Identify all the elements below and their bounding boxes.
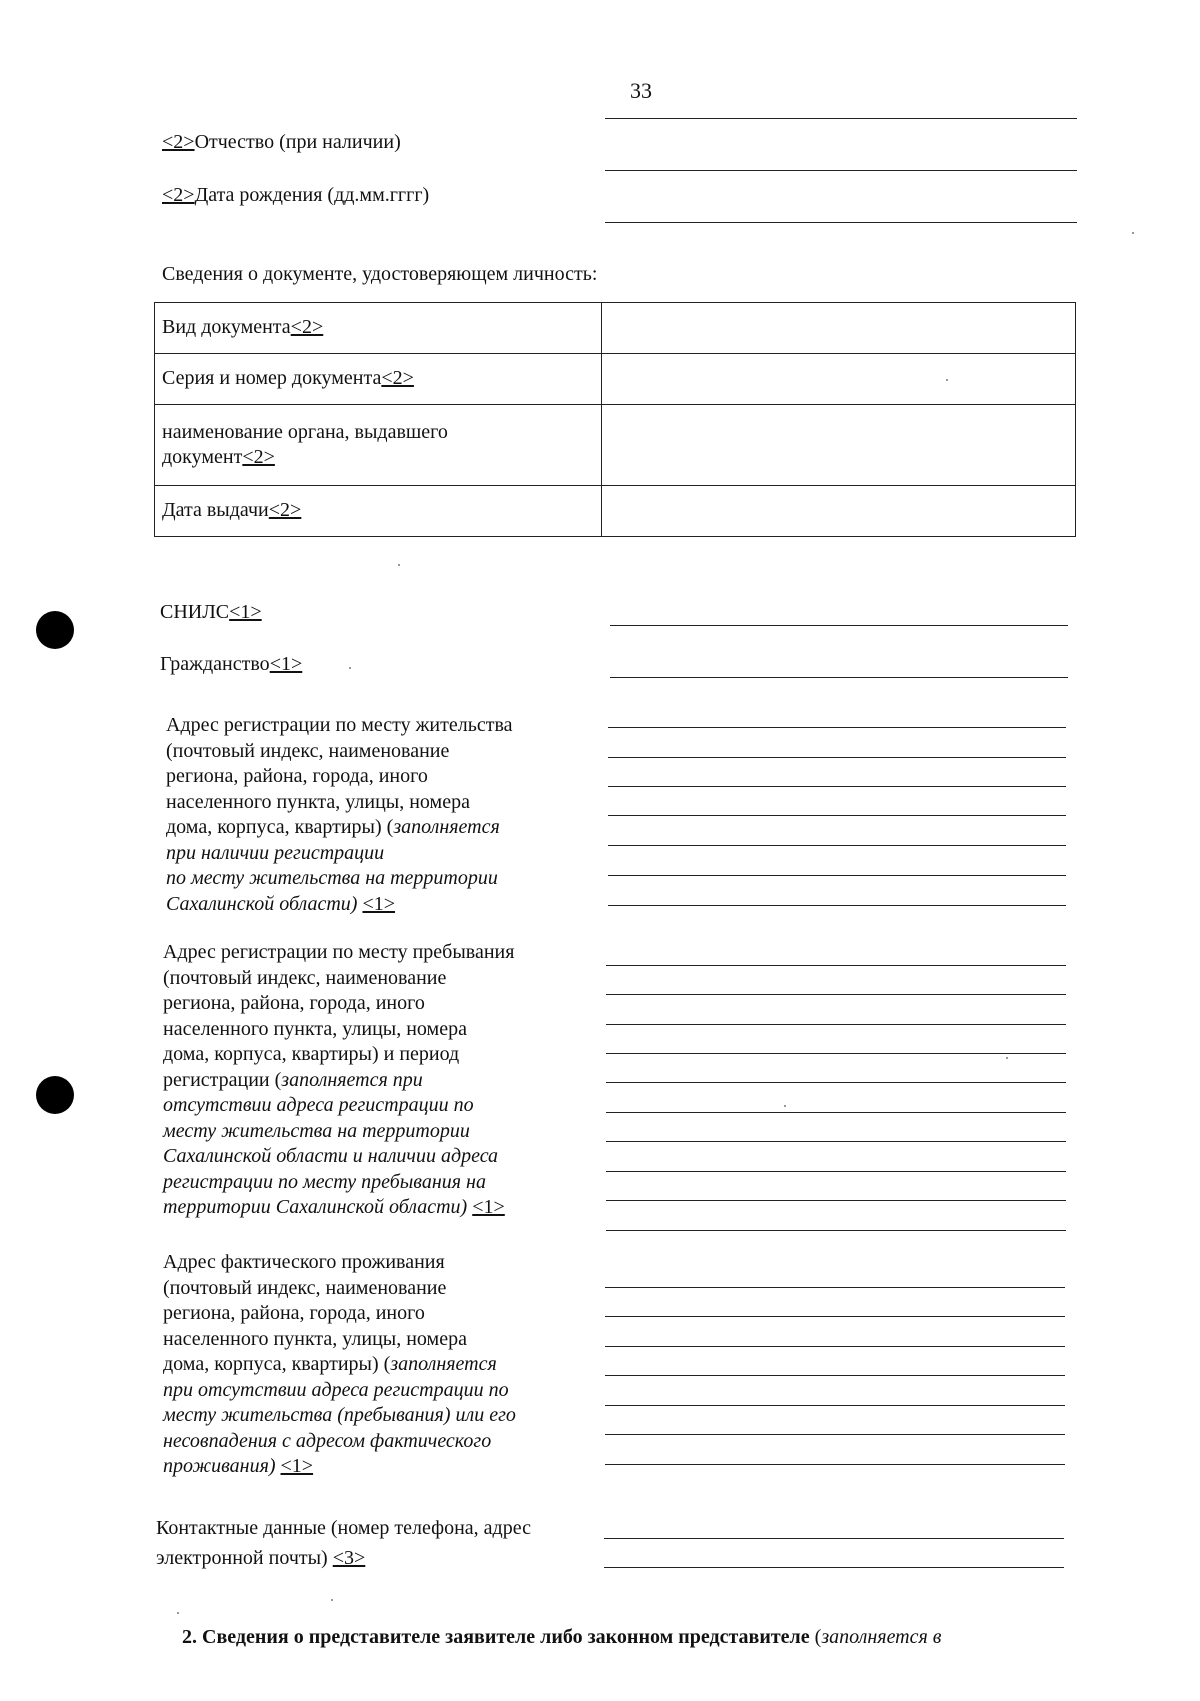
punch-hole <box>36 1076 74 1114</box>
birthdate-label: <2>Дата рождения (дд.мм.гггг) <box>162 184 430 206</box>
table-row <box>155 405 1076 486</box>
underline <box>605 118 1077 119</box>
address-stay-line[interactable] <box>606 1230 1066 1231</box>
scan-speck <box>1132 232 1134 234</box>
scan-speck <box>177 1612 179 1614</box>
snils-line[interactable] <box>610 625 1068 626</box>
scan-speck <box>1006 1057 1008 1059</box>
scan-speck <box>784 1105 786 1107</box>
citizenship-label: Гражданство<1> <box>160 653 303 675</box>
page-number: 33 <box>630 78 652 103</box>
address-stay-line[interactable] <box>606 965 1066 966</box>
address-stay-line[interactable] <box>606 1024 1066 1025</box>
address-fact-line[interactable] <box>605 1287 1065 1288</box>
address-stay-line[interactable] <box>606 1171 1066 1172</box>
section-2-heading: 2. Сведения о представителе заявителе либо законном представителе (заполняется в <box>182 1626 942 1648</box>
address-reg-line[interactable] <box>608 786 1066 787</box>
footnote-ref[interactable]: <2> <box>162 184 195 206</box>
address-reg-line[interactable] <box>608 905 1066 906</box>
scan-speck <box>946 379 948 381</box>
doc-type-value[interactable] <box>602 303 1076 354</box>
address-fact-line[interactable] <box>605 1375 1065 1376</box>
patronymic-line[interactable] <box>605 170 1077 171</box>
address-reg-line[interactable] <box>608 815 1066 816</box>
birthdate-line[interactable] <box>605 222 1077 223</box>
doc-issuer-label: наименование органа, выдавшего документ<2> <box>155 405 602 486</box>
id-document-table <box>154 302 1076 537</box>
address-fact-line[interactable] <box>605 1464 1065 1465</box>
doc-date-label: Дата выдачи<2> <box>155 486 602 537</box>
doc-type-label: Вид документа<2> <box>155 303 602 354</box>
address-reg-line[interactable] <box>608 757 1066 758</box>
table-row <box>155 354 1076 405</box>
table-row <box>155 303 1076 354</box>
doc-date-value[interactable] <box>602 486 1076 537</box>
address-reg-line[interactable] <box>608 875 1066 876</box>
address-stay-line[interactable] <box>606 1112 1066 1113</box>
scan-speck <box>349 667 351 669</box>
doc-number-label: Серия и номер документа<2> <box>155 354 602 405</box>
address-reg-line[interactable] <box>608 727 1066 728</box>
scan-speck <box>331 1599 333 1601</box>
address-fact-line[interactable] <box>605 1405 1065 1406</box>
scan-speck <box>398 564 400 566</box>
address-stay-line[interactable] <box>606 1053 1066 1054</box>
address-stay-line[interactable] <box>606 1200 1066 1201</box>
address-reg-line[interactable] <box>608 845 1066 846</box>
address-stay-line[interactable] <box>606 994 1066 995</box>
contacts-label: Контактные данные (номер телефона, адрес электронной почты) <3> <box>156 1517 531 1569</box>
doc-issuer-value[interactable] <box>602 405 1076 486</box>
id-doc-heading: Сведения о документе, удостоверяющем личность: <box>162 263 598 285</box>
citizenship-line[interactable] <box>610 677 1068 678</box>
patronymic-label: <2>Отчество (при наличии) <box>162 131 401 153</box>
address-fact-label: Адрес фактического проживания (почтовый индекс, наименование региона, района, города, иного населенного пункта, улицы, номера дома, корпуса, квартиры) (заполняется при отсутствии адреса регистрации по месту жительства (пребывания) или его несовпадения с адресом фактического проживания) <1> <box>163 1251 516 1477</box>
address-stay-line[interactable] <box>606 1082 1066 1083</box>
punch-hole <box>36 611 74 649</box>
address-stay-label: Адрес регистрации по месту пребывания (почтовый индекс, наименование региона, района, города, иного населенного пункта, улицы, номера дома, корпуса, квартиры) и период регистрации (заполняется при отсутствии адреса регистрации по месту жительства на территории Сахалинской области и наличии адреса регистрации по месту пребывания на территории Сахалинской области) <1> <box>163 941 515 1218</box>
address-reg-label: Адрес регистрации по месту жительства (почтовый индекс, наименование региона, района, города, иного населенного пункта, улицы, номера дома, корпуса, квартиры) (заполняется при наличии регистрации по месту жительства на территории Сахалинской области) <1> <box>166 714 513 915</box>
table-row <box>155 486 1076 537</box>
address-stay-line[interactable] <box>606 1141 1066 1142</box>
address-fact-line[interactable] <box>605 1316 1065 1317</box>
footnote-ref[interactable]: <2> <box>162 131 195 153</box>
address-fact-line[interactable] <box>605 1434 1065 1435</box>
contacts-line[interactable] <box>604 1538 1064 1539</box>
snils-label: СНИЛС<1> <box>160 601 262 623</box>
contacts-line[interactable] <box>604 1567 1064 1568</box>
doc-number-value[interactable] <box>602 354 1076 405</box>
address-fact-line[interactable] <box>605 1346 1065 1347</box>
